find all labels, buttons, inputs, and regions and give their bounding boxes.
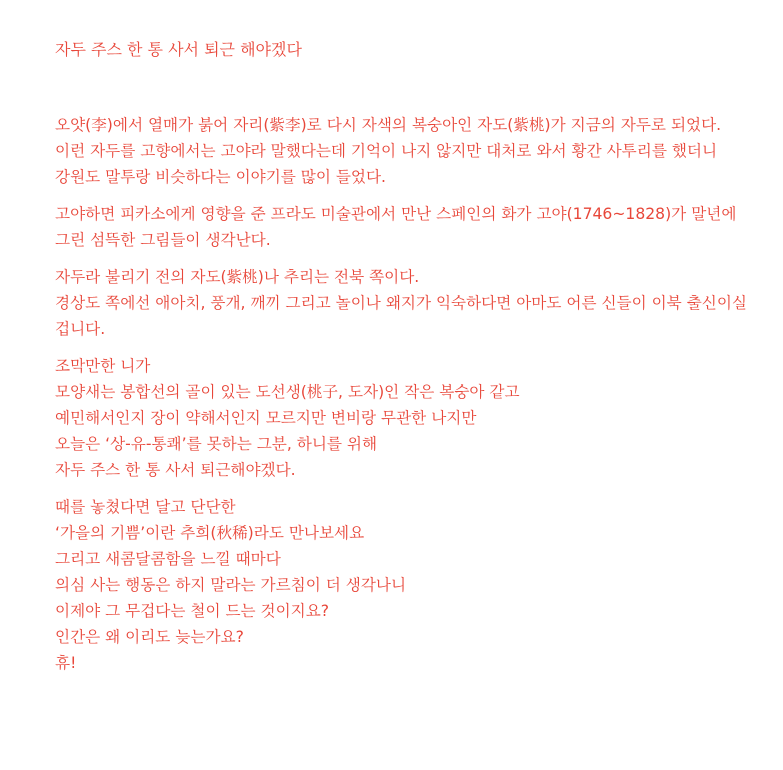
text-line: 그리고 새콤달콤함을 느낄 때마다 <box>55 550 281 568</box>
paragraph <box>55 494 755 676</box>
text-line: 이런 자두를 고향에서는 고야라 말했다는데 기억이 나지 않지만 대처로 와서 황간 사투리를 했더니 강원도 말투랑 비슷하다는 이야기를 많이 들었다. <box>55 142 718 186</box>
text-line: 자두 주스 한 통 사서 퇴근해야겠다. <box>55 461 296 479</box>
text-line: 의심 사는 행동은 하지 말라는 가르침이 더 생각나니 <box>55 576 407 594</box>
post-title: 자두 주스 한 통 사서 퇴근 해야겠다 <box>55 40 302 59</box>
text-line: 예민해서인지 장이 약해서인지 모르지만 변비랑 무관한 나지만 <box>55 409 477 427</box>
text-line: 고야하면 피카소에게 영향을 준 프라도 미술관에서 만난 스페인의 화가 고야(1746~1828)가 말년에 그린 섬뜩한 그림들이 생각난다. <box>55 205 737 249</box>
paragraph <box>55 112 755 190</box>
text-line: 인간은 왜 이리도 늦는가요? <box>55 628 244 646</box>
text-line: 오얏(李)에서 열매가 붉어 자리(紫李)로 다시 자색의 복숭아인 자도(紫桃)가 지금의 자두로 되었다. <box>55 116 722 134</box>
post-body <box>55 112 755 687</box>
text-line: 오늘은 ‘상-유-통쾌’를 못하는 그분, 하니를 위해 <box>55 435 378 453</box>
paragraph <box>55 201 755 253</box>
text-line: 이제야 그 무겁다는 철이 드는 것이지요? <box>55 602 330 620</box>
text-line: 조막만한 니가 <box>55 357 151 375</box>
paragraph <box>55 353 755 483</box>
text-line: 경상도 쪽에선 애아치, 풍개, 깨끼 그리고 놀이나 왜지가 익숙하다면 아마도 어른 신들이 이북 출신이실 겁니다. <box>55 294 747 338</box>
text-line: 모양새는 봉합선의 골이 있는 도선생(桃子, 도자)인 작은 복숭아 같고 <box>55 383 520 401</box>
text-line: 자두라 불리기 전의 자도(紫桃)나 추리는 전북 쪽이다. <box>55 268 420 286</box>
text-line: 때를 놓쳤다면 달고 단단한 <box>55 498 236 516</box>
text-line: ‘가을의 기쁨’이란 추희(秋稀)라도 만나보세요 <box>55 524 365 542</box>
paragraph <box>55 264 755 342</box>
text-line: 휴! <box>55 654 77 672</box>
